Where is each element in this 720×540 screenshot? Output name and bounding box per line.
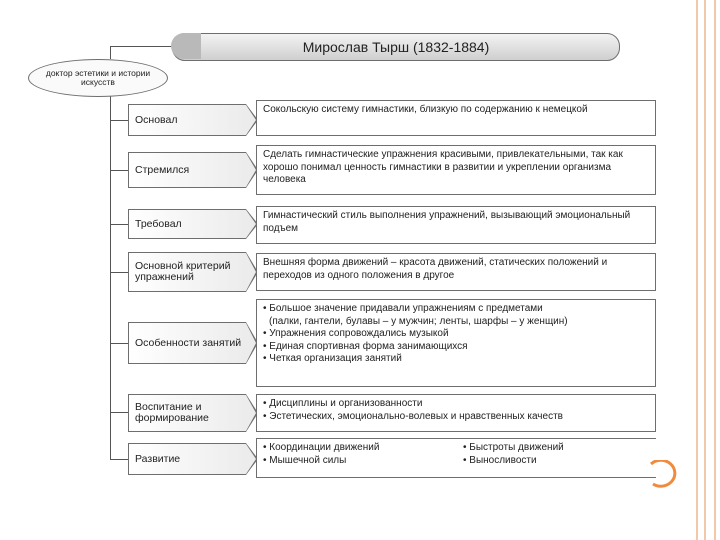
bullet-item: • Единая спортивная форма занимающихся <box>263 340 468 352</box>
row-content-upbringing <box>256 394 656 432</box>
row-content-strived <box>256 145 656 195</box>
row-label-criterion <box>128 252 246 292</box>
bullet-item: • Эстетических, эмоционально-волевых и нравственных качеств <box>263 410 563 422</box>
bullet-item: • Упражнения сопровождались музыкой <box>263 328 449 339</box>
connector <box>110 459 128 460</box>
connector <box>110 46 111 59</box>
row-label-text: Развитие <box>135 452 181 465</box>
row-label-founded <box>128 104 246 136</box>
bullet-item: • Быстроты движений <box>463 442 564 453</box>
row-content-criterion <box>256 253 656 291</box>
row-content-features <box>256 299 656 387</box>
frame-line <box>714 0 716 540</box>
row-content-text: Внешняя форма движений – красота движений, статических положений и переходов из одного положения в другое <box>263 257 608 281</box>
row-content-text: Сокольскую систему гимнастики, близкую по содержанию к немецкой <box>263 104 588 115</box>
bullet-item: • Большое значение придавали упражнениям с предметами <box>263 303 543 314</box>
connector <box>110 170 128 171</box>
row-content-founded <box>256 100 656 136</box>
title-text: Мирослав Тырш (1832-1884) <box>302 39 490 55</box>
connector <box>110 343 128 344</box>
row-label-text: Стремился <box>135 163 190 176</box>
connector <box>110 272 128 273</box>
connector <box>110 412 128 413</box>
row-content-required <box>256 206 656 244</box>
connector <box>110 120 128 121</box>
subtitle-oval <box>28 59 168 97</box>
connector <box>110 224 128 225</box>
bullet-item: • Координации движений <box>263 442 380 453</box>
row-label-development <box>128 443 246 475</box>
subtitle-text: доктор эстетики и истории искусств <box>45 68 151 87</box>
row-label-strived <box>128 152 246 188</box>
diagram-title <box>172 33 620 61</box>
bullet-item: • Четкая организация занятий <box>263 353 402 364</box>
bullet-item: (палки, гантели, булавы – у мужчин; ленты, шарфы – у женщин) <box>269 315 568 327</box>
title-shade <box>171 33 201 59</box>
bullet-item: • Мышечной силы <box>263 454 347 466</box>
connector <box>110 95 111 460</box>
bullet-item: • Дисциплины и организованности <box>263 398 423 409</box>
row-label-features <box>128 322 246 364</box>
row-label-text: Основной критерий упражнений <box>135 260 231 283</box>
frame-line <box>704 0 706 540</box>
connector <box>110 46 173 47</box>
row-content-text: Гимнастический стиль выполнения упражнений, вызывающий эмоциональный подъем <box>263 210 631 234</box>
row-label-text: Воспитание и формирование <box>135 401 209 424</box>
row-label-text: Основал <box>135 113 178 126</box>
row-label-text: Требовал <box>135 217 182 230</box>
bullet-item: • Выносливости <box>463 454 537 466</box>
row-label-required <box>128 209 246 239</box>
row-label-upbringing <box>128 394 246 432</box>
row-content-text: Сделать гимнастические упражнения красивыми, привлекательными, так как хорошо понимал ценность гимнастики в развитии и укреплении организма человека <box>263 149 623 185</box>
decorative-arc-icon <box>647 460 681 490</box>
frame-line <box>696 0 698 540</box>
row-content-development <box>256 438 656 478</box>
row-label-text: Особенности занятий <box>135 336 242 349</box>
